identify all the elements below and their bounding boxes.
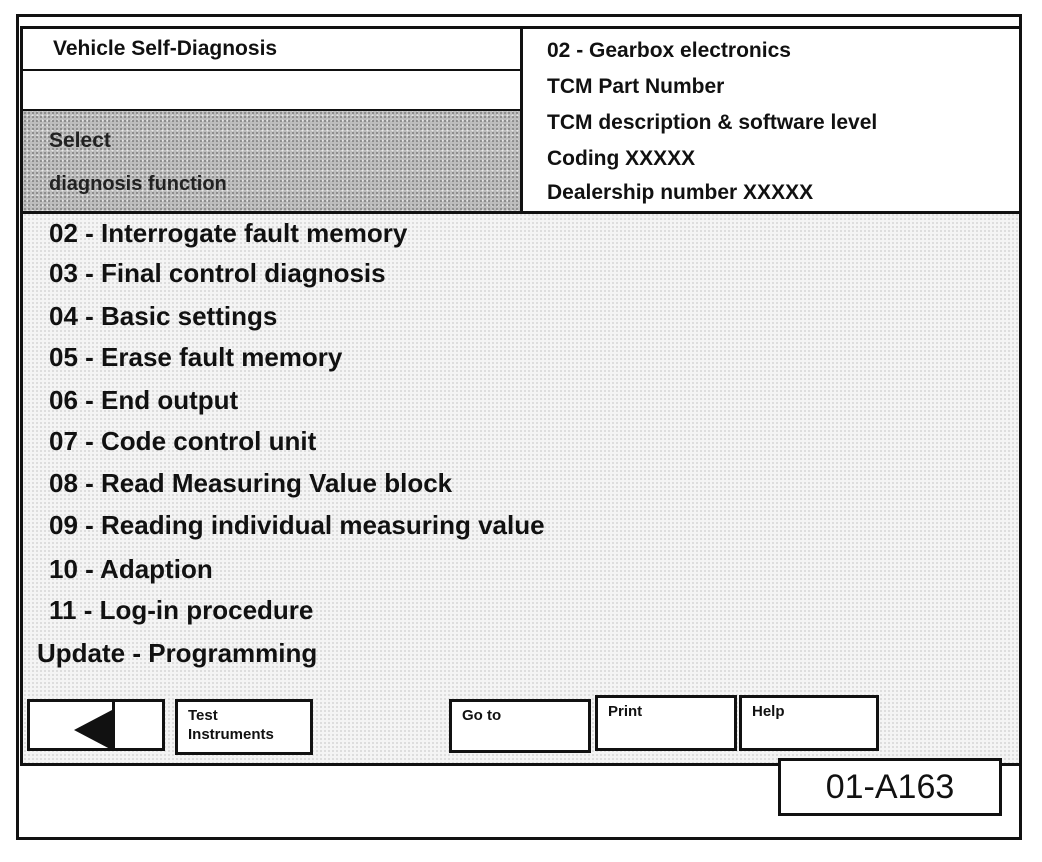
- info-description: TCM description & software level: [547, 111, 878, 134]
- menu-item-03[interactable]: 03 - Final control diagnosis: [49, 258, 386, 288]
- menu-item-02[interactable]: 02 - Interrogate fault memory: [49, 218, 408, 248]
- help-label: Help: [752, 703, 785, 720]
- select-prompt-line1: Select: [49, 129, 111, 152]
- info-coding: Coding XXXXX: [547, 147, 696, 170]
- info-part-number: TCM Part Number: [547, 75, 725, 98]
- screen-title: Vehicle Self-Diagnosis: [53, 37, 278, 60]
- menu-item-06[interactable]: 06 - End output: [49, 385, 239, 415]
- info-dealership: Dealership number XXXXX: [547, 181, 814, 204]
- test-instruments-button[interactable]: [175, 699, 313, 755]
- print-button[interactable]: [595, 695, 737, 751]
- help-button[interactable]: [739, 695, 879, 751]
- menu-item-07[interactable]: 07 - Code control unit: [49, 426, 317, 456]
- control-unit-info-panel: [523, 29, 1019, 211]
- select-prompt-panel: [23, 111, 520, 211]
- menu-item-update-programming[interactable]: Update - Programming: [37, 638, 318, 668]
- menu-item-08[interactable]: 08 - Read Measuring Value block: [49, 468, 453, 498]
- back-button[interactable]: [27, 699, 165, 751]
- menu-item-10[interactable]: 10 - Adaption: [49, 554, 213, 584]
- test-instruments-label-line1: Test: [188, 707, 218, 724]
- header-left-panel: [23, 29, 523, 211]
- print-label: Print: [608, 703, 643, 720]
- menu-item-11[interactable]: 11 - Log-in procedure: [49, 595, 314, 625]
- header-divider: [23, 211, 1019, 214]
- title-row: [23, 29, 520, 71]
- blank-row: [23, 71, 520, 111]
- figure-code-label: 01-A163: [778, 758, 1002, 816]
- menu-item-04[interactable]: 04 - Basic settings: [49, 301, 278, 331]
- select-prompt-line2: diagnosis function: [49, 173, 227, 195]
- diagnosis-screen: [20, 26, 1022, 766]
- info-address: 02 - Gearbox electronics: [547, 39, 791, 62]
- goto-label: Go to: [462, 707, 502, 724]
- left-arrow-icon: [74, 710, 112, 750]
- menu-item-09[interactable]: 09 - Reading individual measuring value: [49, 510, 545, 540]
- goto-button[interactable]: [449, 699, 591, 753]
- back-button-divider: [112, 702, 115, 748]
- test-instruments-label-line2: Instruments: [188, 726, 274, 743]
- menu-item-05[interactable]: 05 - Erase fault memory: [49, 342, 343, 372]
